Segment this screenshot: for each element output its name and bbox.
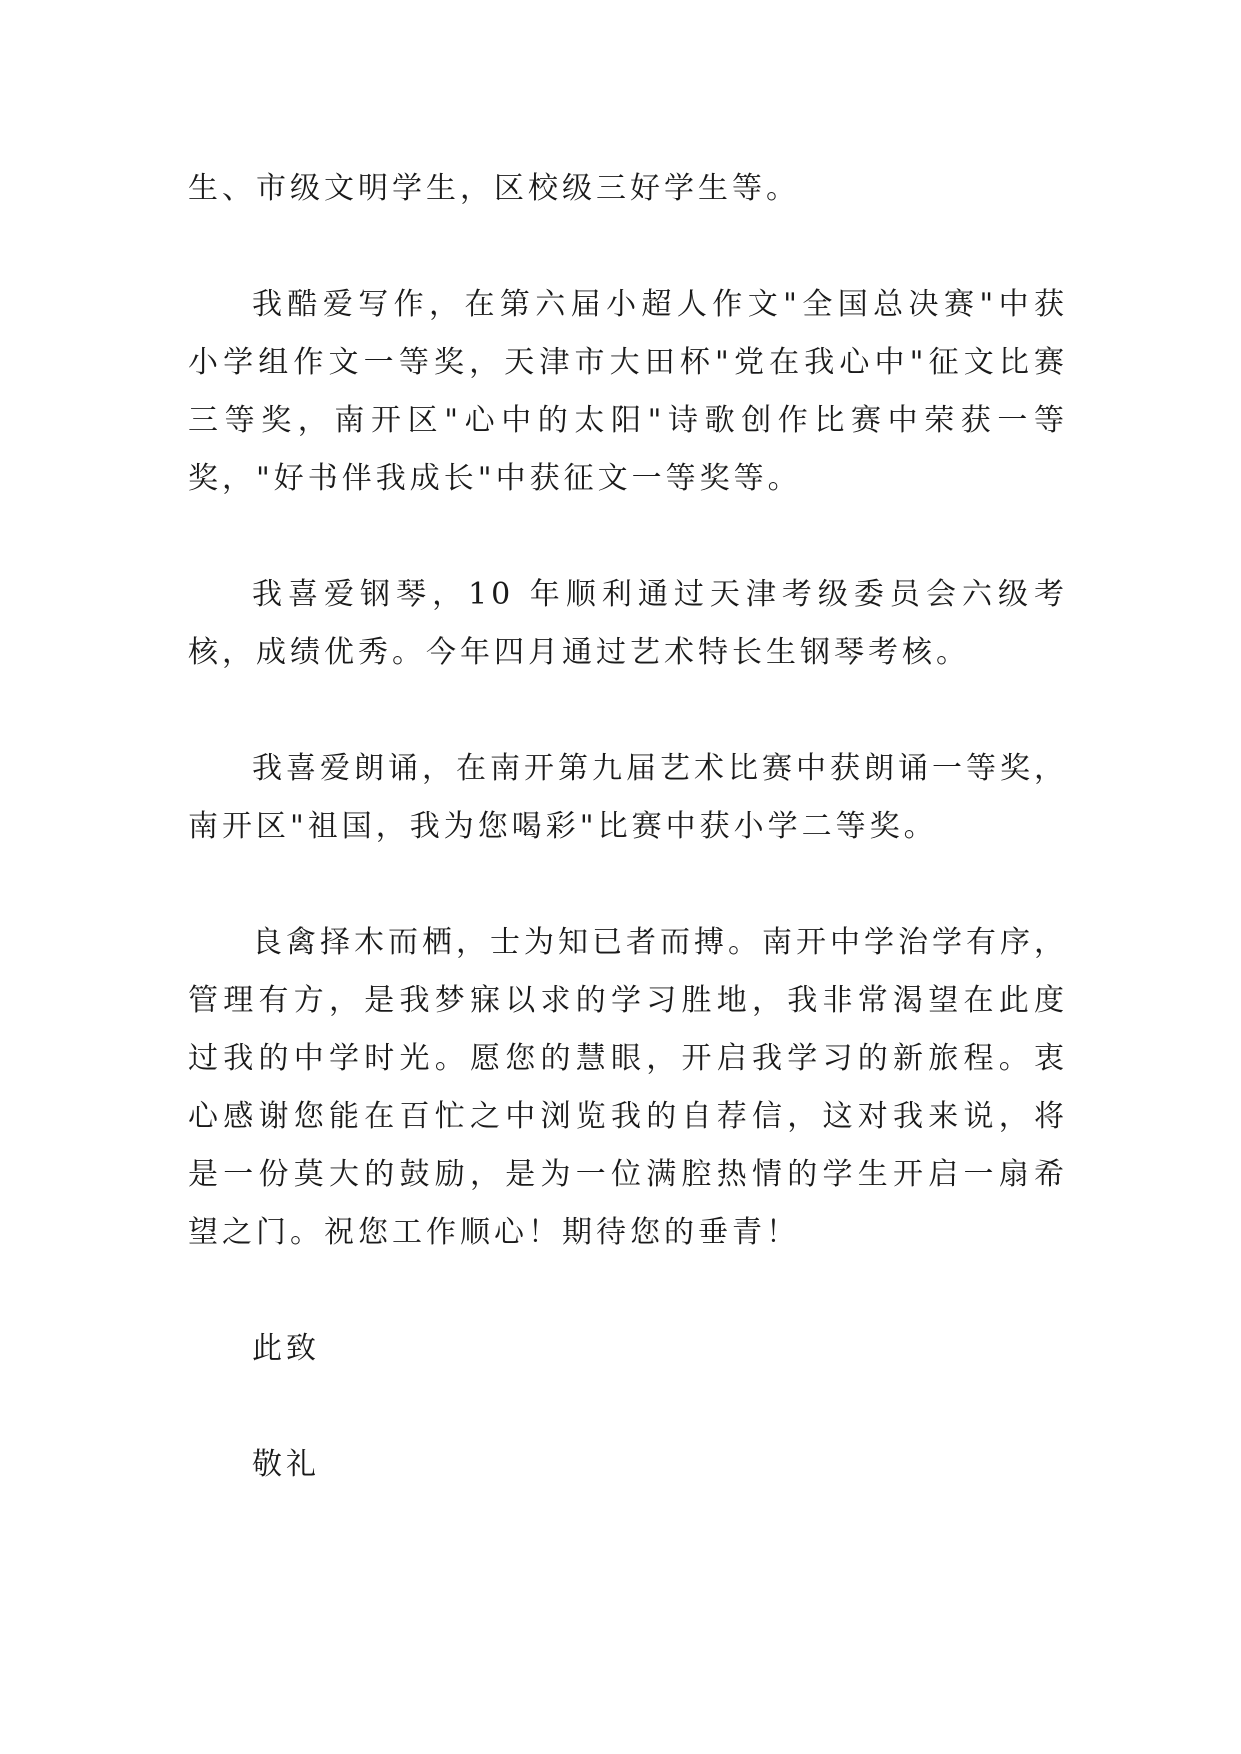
closing-salutation: 此致 bbox=[252, 1331, 320, 1366]
paragraph-conclusion: 良禽择木而栖，士为知已者而搏。南开中学治学有序，管理有方，是我梦寐以求的学习胜地，我非常渴望在此度过我的中学时光。愿您的慧眼，开启我学习的新旅程。衷心感谢您能在百忙之中浏览我的自荐信，这对我来说，将是一份莫大的鼓励，是为一位满腔热情的学生开启一扇希望之门。祝您工作顺心！期待您的垂青！ bbox=[188, 925, 1068, 1250]
paragraph-recitation: 我喜爱朗诵，在南开第九届艺术比赛中获朗诵一等奖，南开区"祖国，我为您喝彩"比赛中获小学二等奖。 bbox=[188, 751, 1068, 844]
closing-regards: 敬礼 bbox=[252, 1447, 320, 1482]
paragraph-continuation: 生、市级文明学生，区校级三好学生等。 bbox=[188, 171, 800, 206]
paragraph-writing-awards: 我酷爱写作，在第六届小超人作文"全国总决赛"中获小学组作文一等奖，天津市大田杯"党在我心中"征文比赛三等奖，南开区"心中的太阳"诗歌创作比赛中荣获一等奖，"好书伴我成长"中获征文一等奖等。 bbox=[188, 287, 1068, 496]
letter-body bbox=[188, 160, 1068, 1552]
paragraph-piano: 我喜爱钢琴，10 年顺利通过天津考级委员会六级考核，成绩优秀。今年四月通过艺术特长生钢琴考核。 bbox=[188, 577, 1068, 670]
